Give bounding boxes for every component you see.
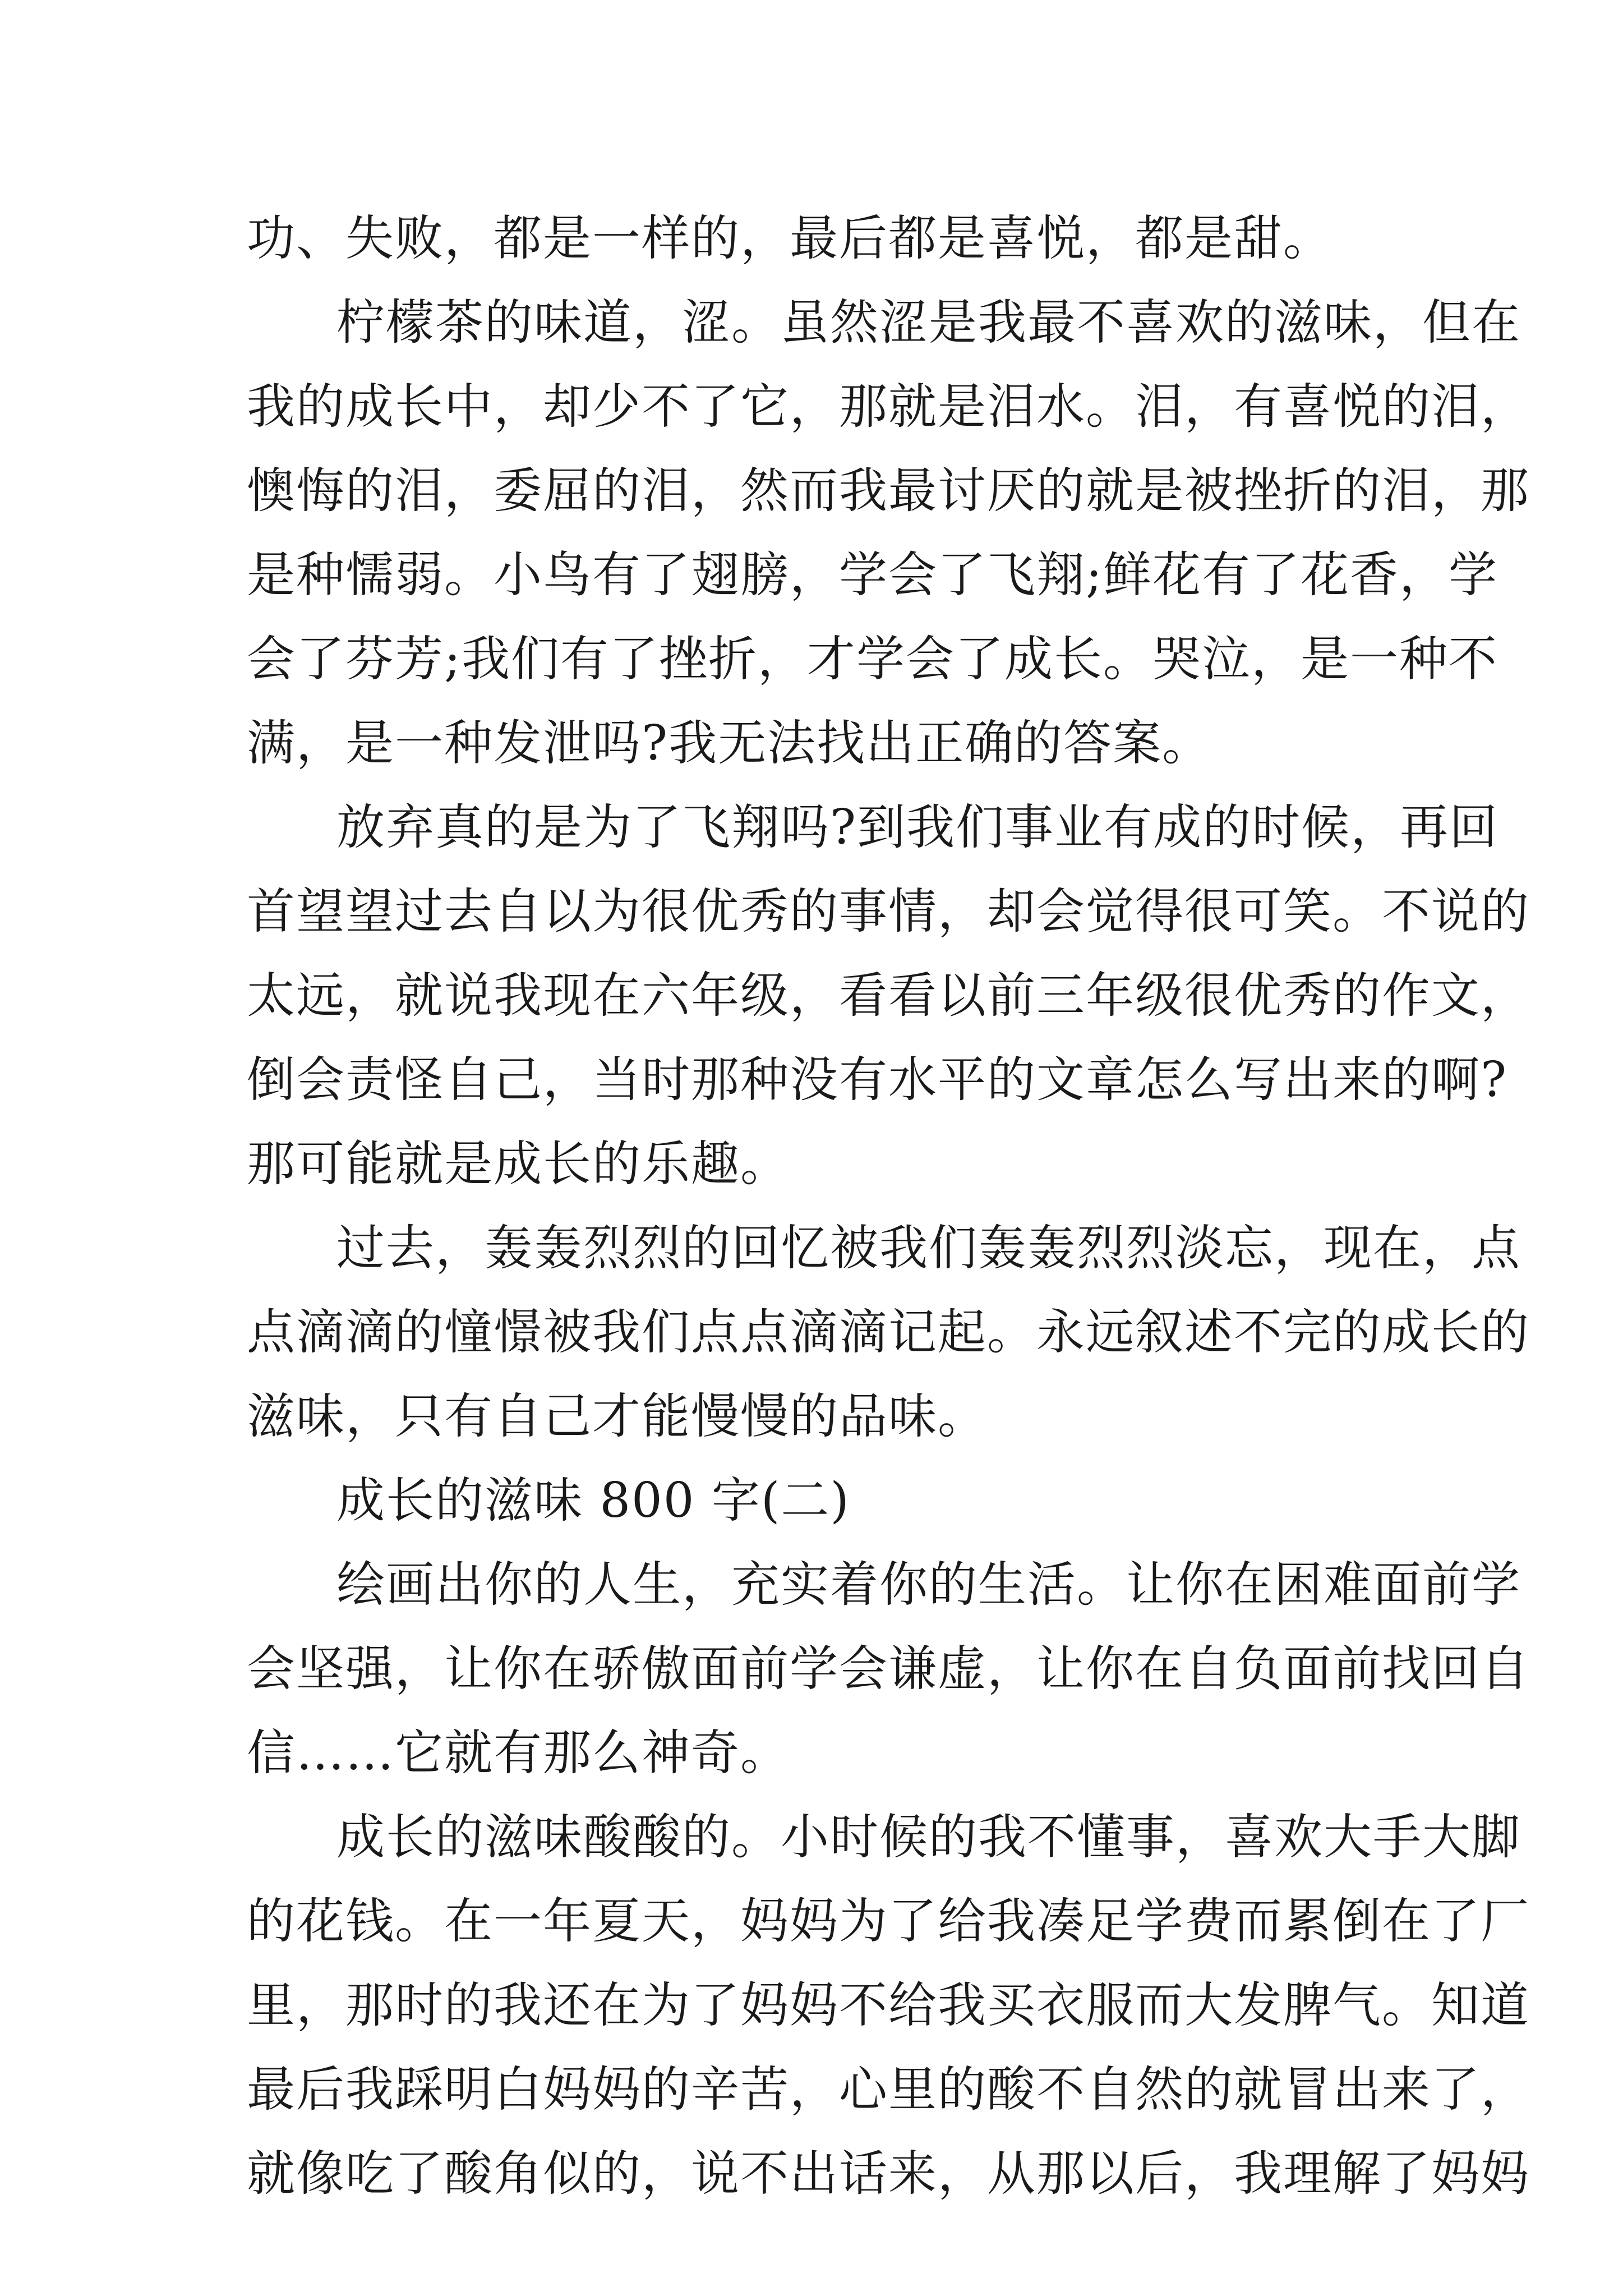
body-text — [247, 196, 1530, 2216]
text-line: 就像吃了酸角似的，说不出话来，从那以后，我理解了妈妈 — [247, 2146, 1530, 2202]
text-line: 绘画出你的人生，充实着你的生活。让你在困难面前学 — [336, 1557, 1521, 1613]
text-line: 我的成长中，却少不了它，那就是泪水。泪，有喜悦的泪， — [247, 379, 1530, 435]
text-line: 懊悔的泪，委屈的泪，然而我最讨厌的就是被挫折的泪，那 — [247, 463, 1530, 519]
text-line: 那可能就是成长的乐趣。 — [247, 1136, 790, 1192]
text-line: 的花钱。在一年夏天，妈妈为了给我凑足学费而累倒在了厂 — [247, 1893, 1530, 1949]
text-line: 滋味，只有自己才能慢慢的品味。 — [247, 1388, 987, 1444]
text-line: 会坚强，让你在骄傲面前学会谦虚，让你在自负面前找回自 — [247, 1641, 1530, 1697]
text-line: 首望望过去自以为很优秀的事情，却会觉得很可笑。不说的 — [247, 884, 1530, 940]
text-line: 信……它就有那么神奇。 — [247, 1725, 790, 1781]
text-line: 功、失败，都是一样的，最后都是喜悦，都是甜。 — [247, 210, 1332, 266]
text-line: 柠檬茶的味道，涩。虽然涩是我最不喜欢的滋味，但在 — [336, 295, 1521, 351]
text-line: 倒会责怪自己，当时那种没有水平的文章怎么写出来的啊? — [247, 1052, 1508, 1108]
text-line: 点滴滴的憧憬被我们点点滴滴记起。永远叙述不完的成长的 — [247, 1304, 1530, 1360]
text-line: 最后我踩明白妈妈的辛苦，心里的酸不自然的就冒出来了， — [247, 2062, 1530, 2118]
text-line: 满，是一种发泄吗?我无法找出正确的答案。 — [247, 715, 1212, 771]
text-line: 成长的滋味 800 字(二) — [336, 1473, 850, 1529]
text-line: 放弃真的是为了飞翔吗?到我们事业有成的时候，再回 — [336, 799, 1499, 855]
text-line: 太远，就说我现在六年级，看看以前三年级很优秀的作文， — [247, 968, 1530, 1024]
text-line: 是种懦弱。小鸟有了翅膀，学会了飞翔;鲜花有了花香，学 — [247, 547, 1498, 603]
text-line: 会了芬芳;我们有了挫折，才学会了成长。哭泣，是一种不 — [247, 631, 1498, 687]
text-line: 里，那时的我还在为了妈妈不给我买衣服而大发脾气。知道 — [247, 1977, 1530, 2033]
text-line: 过去，轰轰烈烈的回忆被我们轰轰烈烈淡忘，现在，点 — [336, 1220, 1521, 1276]
text-line: 成长的滋味酸酸的。小时候的我不懂事，喜欢大手大脚 — [336, 1809, 1521, 1865]
